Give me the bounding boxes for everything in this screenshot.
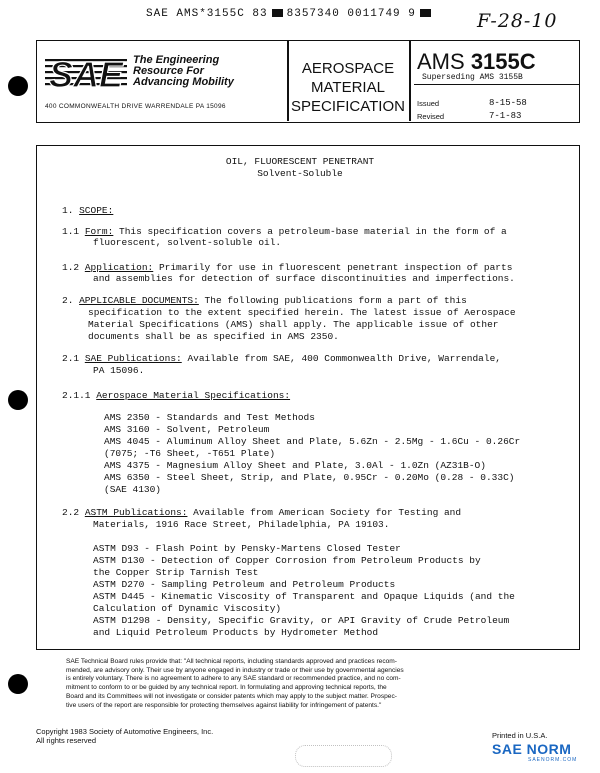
section-1: 1. SCOPE:	[62, 205, 114, 216]
section-2: 2. APPLICABLE DOCUMENTS: The following publications form a part of this	[62, 295, 467, 306]
astm-reference: ASTM D445 - Kinematic Viscosity of Transparent and Opaque Liquids (and the	[93, 591, 515, 602]
astm-reference: and Liquid Petroleum Products by Hydrometer Method	[93, 627, 379, 638]
section-2-1: 2.1 SAE Publications: Available from SAE, 400 Commonwealth Drive, Warrendale,	[62, 353, 501, 364]
spec-header	[36, 40, 580, 123]
ams-reference: (SAE 4130)	[104, 484, 162, 495]
superseding-note: Superseding AMS 3155B	[422, 73, 523, 82]
astm-reference: the Copper Strip Tarnish Test	[93, 567, 259, 578]
spec-type: AEROSPACE MATERIAL SPECIFICATION	[291, 60, 405, 115]
astm-reference: ASTM D1298 - Density, Specific Gravity, or API Gravity of Crude Petroleum	[93, 615, 510, 626]
astm-reference: ASTM D130 - Detection of Copper Corrosion from Petroleum Products by	[93, 555, 481, 566]
punch-hole	[8, 390, 28, 410]
ams-reference: AMS 6350 - Steel Sheet, Strip, and Plate, 0.95Cr - 0.20Mo (0.28 - 0.33C)	[104, 472, 515, 483]
ams-reference: AMS 4045 - Aluminum Alloy Sheet and Plate, 5.6Zn - 2.5Mg - 1.6Cu - 0.26Cr	[104, 436, 521, 447]
section-2-1-1: 2.1.1 Aerospace Material Specifications:	[62, 390, 291, 401]
punch-hole	[8, 76, 28, 96]
ams-reference: AMS 2350 - Standards and Test Methods	[104, 412, 315, 423]
sae-tagline: The Engineering Resource For Advancing Mobility	[133, 54, 234, 88]
divider	[409, 41, 411, 121]
ams-reference: AMS 3160 - Solvent, Petroleum	[104, 424, 270, 435]
astm-reference: ASTM D93 - Flash Point by Pensky-Martens Closed Tester	[93, 543, 401, 554]
barcode-block	[272, 9, 283, 17]
document-code-line: SAE AMS*3155C 83 8357340 0011749 9	[146, 8, 435, 20]
ams-reference: AMS 4375 - Magnesium Alloy Sheet and Plate, 3.0Al - 1.0Zn (AZ31B-O)	[104, 460, 486, 471]
divider	[414, 84, 579, 85]
handwritten-note: F-28-10	[477, 10, 558, 32]
issue-dates: Issued 8-15-58 Revised 7-1-83	[417, 98, 527, 121]
punch-hole	[8, 674, 28, 694]
technical-board-disclaimer: SAE Technical Board rules provide that: "All technical reports, including standards approved and practices recom- mended, are advisory only. Their use by anyone engaged in industry or trade or their use by governmental agencies is entirely voluntary. There is no agreement to adhere to any SAE standard or recommended practice, and no com- mitment to conform to or be guided by any technical report. In formulating and approving technical reports, the Board and its Committees will not investigate or consider patents which may apply to the subject matter. Prospec- tive users of the report are responsible for protecting themselves against liability for infringement of patents."	[66, 658, 404, 709]
astm-reference: ASTM D270 - Sampling Petroleum and Petroleum Products	[93, 579, 396, 590]
printed-in: Printed in U.S.A.	[492, 731, 548, 740]
astm-reference: Calculation of Dynamic Viscosity)	[93, 603, 282, 614]
barcode-block	[420, 9, 431, 17]
svg-text:SAE: SAE	[48, 54, 124, 93]
sae-logo	[45, 53, 127, 93]
document-title: OIL, FLUORESCENT PENETRANT Solvent-Soluble	[225, 156, 375, 179]
sae-address: 400 COMMONWEALTH DRIVE WARRENDALE PA 15096	[45, 103, 226, 110]
ams-number: AMS 3155C	[417, 49, 536, 74]
copyright: Copyright 1983 Society of Automotive Engineers, Inc. All rights reserved	[36, 727, 214, 745]
ams-reference: (7075; -T6 Sheet, -T651 Plate)	[104, 448, 276, 459]
faint-stamp	[295, 745, 392, 767]
section-1-1: 1.1 Form: This specification covers a petroleum-base material in the form of a	[62, 226, 507, 237]
section-2-2: 2.2 ASTM Publications: Available from American Society for Testing and	[62, 507, 462, 518]
section-1-2: 1.2 Application: Primarily for use in fluorescent penetrant inspection of parts	[62, 262, 513, 273]
saenorm-watermark: SAE NORM SAENORM.COM	[492, 741, 578, 763]
